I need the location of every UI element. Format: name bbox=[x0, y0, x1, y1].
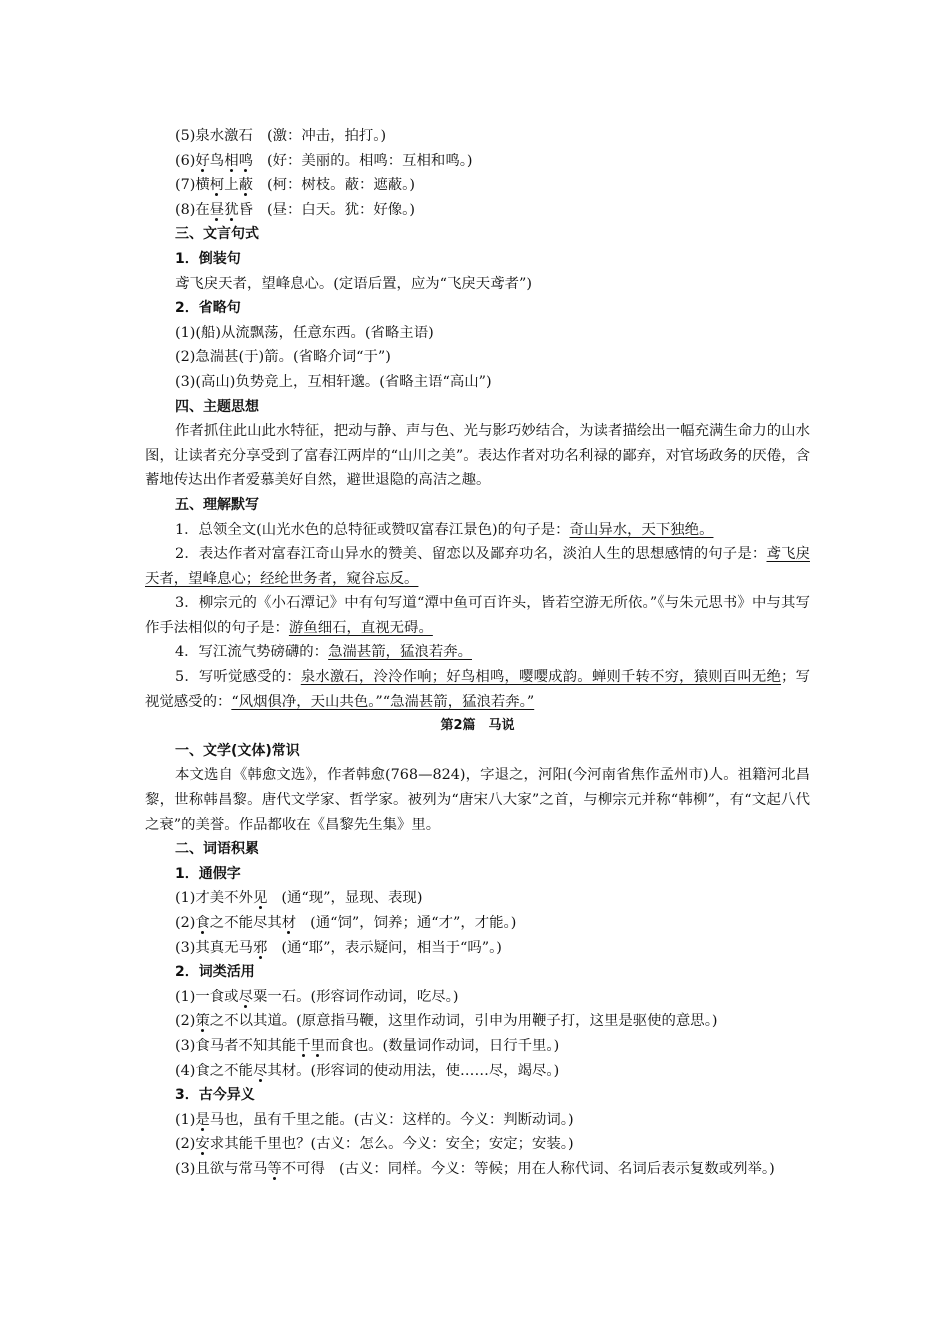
word-item: (3)且欲与常马等不可得 (古义：同样。今义：等候；用在人称代词、名词后表示复数或列举。) bbox=[175, 1160, 775, 1177]
section-heading: 二、词语积累 bbox=[175, 841, 259, 858]
sentence-item: (3)(高山)负势竞上，互相轩邈。(省略主语“高山”) bbox=[175, 373, 492, 390]
word-item: (1)是马也，虽有千里之能。(古义：这样的。今义：判断动词。) bbox=[175, 1111, 574, 1128]
sentence-item: 鸢飞戾天者，望峰息心。(定语后置，应为“飞戾天鸢者”) bbox=[175, 275, 532, 292]
section-heading: 一、文学(文体)常识 bbox=[175, 742, 300, 759]
word-item: (1)一食或尽粟一石。(形容词作动词，吃尽。) bbox=[175, 988, 459, 1005]
answer: 泉水激石，泠泠作响；好鸟相鸣，嘤嘤成韵。蝉则千转不穷，猿则百叫无绝 bbox=[300, 669, 782, 686]
question-item: 4．写江流气势磅礴的：急湍甚箭，猛浪若奔。 bbox=[175, 644, 472, 661]
question-item: 3．柳宗元的《小石潭记》中有句写道“潭中鱼可百许头，皆若空游无所依。”《与朱元思书》中与其写作手法相似的句子是：游鱼细石，直视无碍。 bbox=[145, 595, 810, 636]
word-item: (2)安求其能千里也？(古义：怎么。今义：安全；安定；安装。) bbox=[175, 1136, 574, 1153]
word-item: (3)其真无马邪 (通“耶”，表示疑问，相当于“吗”。) bbox=[175, 939, 502, 956]
word-item: (7)横柯上蔽 (柯：树枝。蔽：遮蔽。) bbox=[175, 177, 415, 194]
word-item: (4)食之不能尽其材。(形容词的使动用法，使……尽，竭尽。) bbox=[175, 1062, 560, 1079]
document-body bbox=[145, 124, 810, 1182]
chapter-title: 第2篇 马说 bbox=[440, 718, 515, 734]
intro-paragraph: 本文选自《韩愈文选》，作者韩愈(768—824)，字退之，河阳(今河南省焦作孟州市)人。祖籍河北昌黎，世称韩昌黎。唐代文学家、哲学家。被列为“唐宋八大家”之首，与柳宗元并称“韩柳”，有“文起八代之衰”的美誉。作品都收在《昌黎先生集》里。 bbox=[145, 767, 810, 833]
section-heading: 五、理解默写 bbox=[175, 496, 259, 513]
answer: 游鱼细石，直视无碍。 bbox=[288, 619, 433, 636]
word-item: (2)策之不以其道。(原意指马鞭，这里作动词，引申为用鞭子打，这里是驱使的意思。) bbox=[175, 1013, 718, 1030]
sub-heading: 1．通假字 bbox=[175, 865, 241, 882]
section-heading: 四、主题思想 bbox=[175, 398, 259, 415]
word-item: (8)在昼犹昏 (昼：白天。犹：好像。) bbox=[175, 201, 415, 218]
sub-heading: 3．古今异义 bbox=[175, 1087, 255, 1104]
sub-heading: 2．词类活用 bbox=[175, 964, 255, 981]
question-item: 1．总领全文(山光水色的总特征或赞叹富春江景色)的句子是：奇山异水，天下独绝。 bbox=[175, 521, 714, 538]
sub-heading: 1．倒装句 bbox=[175, 250, 241, 267]
question-item: 5．写听觉感受的：泉水激石，泠泠作响；好鸟相鸣，嘤嘤成韵。蝉则千转不穷，猿则百叫无绝；写视觉感受的：“风烟俱净，天山共色。”“急湍甚箭，猛浪若奔。” bbox=[145, 669, 810, 710]
word-item: (2)食之不能尽其材 (通“饲”，饲养；通“才”，才能。) bbox=[175, 915, 517, 931]
sentence-item: (2)急湍甚(于)箭。(省略介词“于”) bbox=[175, 349, 391, 366]
answer: 鸢飞戾天者，望峰息心；经纶世务者，窥谷忘反。 bbox=[145, 546, 810, 587]
word-item: (1)才美不外见 (通“现”，显现、表现) bbox=[175, 890, 423, 907]
answer: 急湍甚箭，猛浪若奔。 bbox=[328, 644, 472, 661]
section-heading: 三、文言句式 bbox=[175, 226, 259, 243]
sentence-item: (1)(船)从流飘荡，任意东西。(省略主语) bbox=[175, 324, 434, 341]
theme-paragraph: 作者抓住此山此水特征，把动与静、声与色、光与影巧妙结合，为读者描绘出一幅充满生命力的山水图，让读者充分享受到了富春江两岸的“山川之美”。表达作者对功名利禄的鄙弃，对官场政务的厌倦，含蓄地传达出作者爱慕美好自然，避世退隐的高洁之趣。 bbox=[145, 423, 810, 489]
sub-heading: 2．省略句 bbox=[175, 300, 241, 317]
word-item: (6)好鸟相鸣 (好：美丽的。相鸣：互相和鸣。) bbox=[175, 152, 473, 169]
word-item: (3)食马者不知其能千里而食也。(数量词作动词，日行千里。) bbox=[175, 1037, 560, 1054]
question-item: 2．表达作者对富春江奇山异水的赞美、留恋以及鄙弃功名，淡泊人生的思想感情的句子是：鸢飞戾天者，望峰息心；经纶世务者，窥谷忘反。 bbox=[145, 546, 810, 587]
word-item: (5)泉水激石 (激：冲击，拍打。) bbox=[175, 128, 387, 144]
answer: “风烟俱净，天山共色。”“急湍甚箭，猛浪若奔。” bbox=[231, 693, 535, 710]
answer: 奇山异水，天下独绝。 bbox=[569, 521, 714, 538]
